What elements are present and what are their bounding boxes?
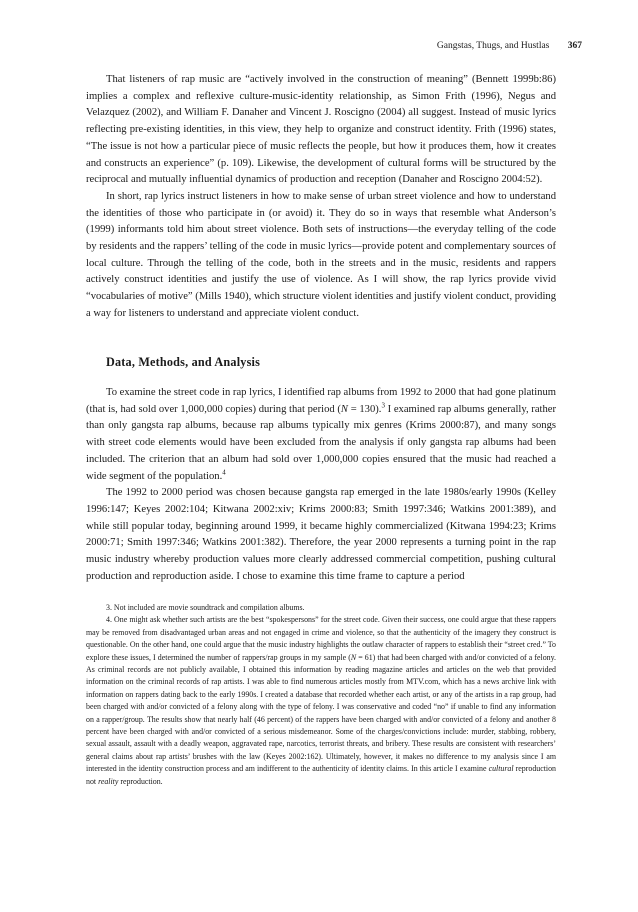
body-text-methods [86,385,556,585]
section-heading: Data, Methods, and Analysis [106,355,261,369]
fn4-end: reproduction. [118,776,163,786]
footnote-ref-3: 3 [381,401,385,410]
paragraph-examine [86,385,556,485]
running-head-title: Gangstas, Thugs, and Hustlas [436,41,550,51]
fn4-part-a: 4. One might ask whether such artists are the best “spokespersons” for the street code. Given their success, one could argue that these rappers may be removed from disadvantaged urban areas and not engaged in crime and violence, so that the authenticity of the imagery they construct is questionable. On the other hand, one could argue that the music industry highlights the outlaw character of rappers to establish their “street cred.” To explore these issues, I determined the number of rappers/rap groups in my sample ( [86,615,556,662]
footnote-4 [86,614,556,788]
p1-n-symbol: N [340,403,348,415]
fn4-n-symbol: N [350,652,357,662]
fn4-cultural: cultural [488,764,514,774]
p1-after-n: = 130). [348,403,382,415]
p1-before-n: To examine the street code in rap lyrics, I identified rap albums from 1992 to 2000 that had gone platinum (that is, had sold over 1,000,000 copies) during that period ( [86,387,556,415]
fn4-part-b: = 61) that had been charged with and/or convicted of a felony. As criminal records are not publicly available, I obtained this information by reading magazine articles and articles on the web that provided information on the criminal records of rap artists. I was able to find numerous articles mostly from MTV.com, which has a news archive link with information on rappers dating back to the early 1990s. I created a database that recorded whether each artist, or any of the artists in a rap group, had been charged with and/or convicted of a felony along with the type of felony. I was conservative and coded “no” if unable to find any information on a rapper/group. The results show that nearly half (46 percent) of the rappers have been charged with and/or convicted of a felony and another 8 percent have been charged with and/or convicted of a serious misdemeanor. Some of the charges/convictions include: murder, stabbing, robbery, sexual assault, assault with a deadly weapon, aggravated rape, narcotics, terrorist threats, and bribery. These results are consistent with researchers’ general claims about rap artists’ brushes with the law (Keyes 2002:162). Ultimately, however, it makes no difference to my analysis since I am interested in the identity construction process and am indifferent to the authenticity of identity claims. In this article I examine [86,652,556,774]
running-head [86,41,582,51]
fn4-mid: reproduction not [86,764,556,786]
paragraph-period: The 1992 to 2000 period was chosen because gangsta rap emerged in the late 1980s/early 1990s (Kelley 1996:147; Keyes 2002:104; Kitwana 2002:xiv; Krims 2000:83; Smith 1997:346; Watkins 2001:389), and while still popular today, beginning around 1999, it became highly commercialized (Kitwana 1994:23; Krims 2000:71; Smith 1997:346; Watkins 2001:382). Therefore, the year 2000 represents a turning point in the rap music industry whereby production values more clearly addressed commercial competition, pushing cultural production and reproduction aside. I chose to examine this time frame to capture a period [86,487,556,582]
paragraph-in-short: In short, rap lyrics instruct listeners in how to make sense of urban street violence and how to understand the identities of those who participate in (or avoid) it. They do so in ways that resemble what Anderson’s (1999) informants told him about street violence. Both sets of instructions—the everyday telling of the code by residents and the rappers’ telling of the code in music lyrics—provide potent and complementary sources of local culture. Through the telling of the code, both in the streets and in the music, residents and rappers actively construct identities and justify the use of violence. As I will show, the rap lyrics provide vivid “vocabularies of motive” (Mills 1940), which structure violent identities and justify violent conduct, providing a way for listeners to understand and appreciate violent conduct. [86,190,556,319]
footnote-ref-4: 4 [222,467,226,476]
footnote-3: 3. Not included are movie soundtrack and compilation albums. [106,603,305,612]
body-text-top [86,72,556,323]
page-number: 367 [567,41,582,51]
footnotes [86,602,556,788]
p1-rest: I examined rap albums generally, rather than only gangsta rap albums, because rap albums typically mix genres (Krims 2000:87), and many songs with street code elements would have been excluded from the analysis if only gangsta rap albums had been included. The criterion that an album had sold over 1,000,000 copies ensured that the music had reached a wide segment of the population. [86,403,556,482]
paragraph-listeners: That listeners of rap music are “actively involved in the construction of meaning” (Bennett 1999b:86) implies a complex and reflexive culture-music-identity relationship, as Simon Frith (1996), Negus and Velazquez (2002), and William F. Danaher and Vincent J. Roscigno (2004) all suggest. Instead of music lyrics reflecting pre-existing identities, in this view, they help to organize and construct identity. Frith (1996) states, “The issue is not how a particular piece of music reflects the people, but how it produces them, how it creates and constructs an experience” (p. 109). Likewise, the development of cultural forms will be structured by the reciprocal and mutually influential dynamics of production and reception (Danaher and Roscigno 2004:52). [86,74,556,186]
fn4-reality: reality [98,776,119,786]
